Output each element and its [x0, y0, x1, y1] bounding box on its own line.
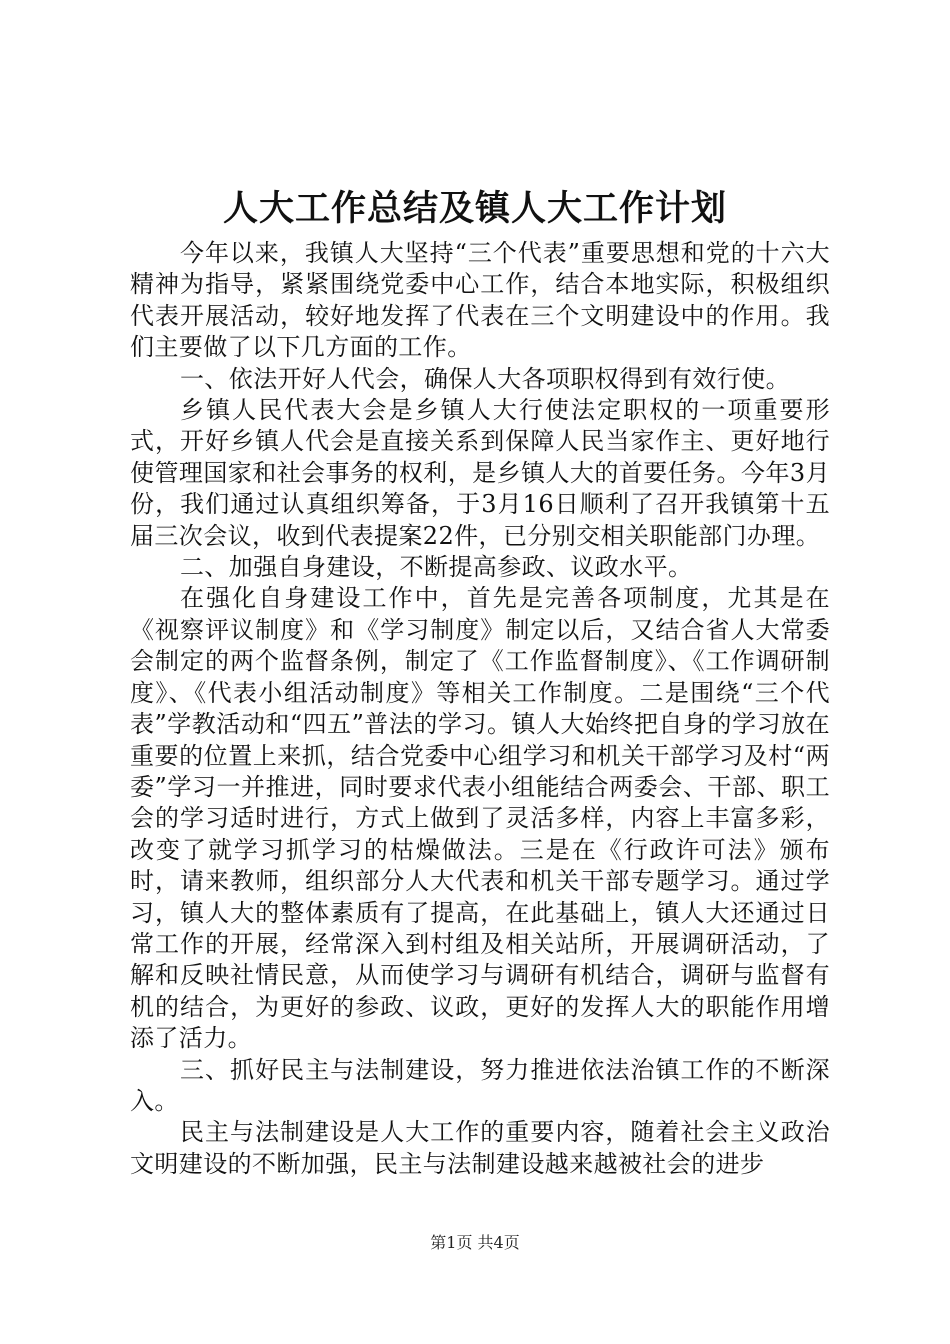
section-heading-1: 一、依法开好人代会，确保人大各项职权得到有效行使。 — [180, 364, 790, 393]
section-heading-3: 三、抓好民主与法制建设，努力推进依法治镇工作的不断深入。 — [130, 1055, 830, 1115]
paragraph-section-3: 民主与法制建设是人大工作的重要内容，随着社会主义政治文明建设的不断加强，民主与法制建设越来越被社会的进步 — [130, 1118, 830, 1178]
document-title: 人大工作总结及镇人大工作计划 — [222, 188, 727, 229]
document-body — [130, 238, 830, 1180]
page-footer: 第1页 共4页 — [430, 1233, 520, 1252]
paragraph-intro: 今年以来，我镇人大坚持“三个代表”重要思想和党的十六大精神为指导，紧紧围绕党委中心工作，结合本地实际，积极组织代表开展活动，较好地发挥了代表在三个文明建设中的作用。我们主要做了以下几方面的工作。 — [130, 239, 830, 362]
paragraph-section-2: 在强化自身建设工作中，首先是完善各项制度，尤其是在《视察评议制度》和《学习制度》制定以后，又结合省人大常委会制定的两个监督条例，制定了《工作监督制度》、《工作调研制度》、《代表小组活动制度》等相关工作制度。二是围绕“三个代表”学教活动和“四五”普法的学习。镇人大始终把自身的学习放在重要的位置上来抓，结合党委中心组学习和机关干部学习及村“两委”学习一并推进，同时要求代表小组能结合两委会、干部、职工会的学习适时进行，方式上做到了灵活多样，内容上丰富多彩，改变了就学习抓学习的枯燥做法。三是在《行政许可法》颁布时，请来教师，组织部分人大代表和机关干部专题学习。通过学习，镇人大的整体素质有了提高，在此基础上，镇人大还通过日常工作的开展，经常深入到村组及相关站所，开展调研活动，了解和反映社情民意，从而使学习与调研有机结合，调研与监督有机的结合，为更好的参政、议政，更好的发挥人大的职能作用增添了活力。 — [130, 584, 830, 1053]
paragraph-section-1: 乡镇人民代表大会是乡镇人大行使法定职权的一项重要形式，开好乡镇人代会是直接关系到保障人民当家作主、更好地行使管理国家和社会事务的权利，是乡镇人大的首要任务。今年3月份，我们通过认真组织筹备，于3月16日顺利了召开我镇第十五届三次会议，收到代表提案22件，已分别交相关职能部门办理。 — [130, 396, 830, 550]
section-heading-2: 二、加强自身建设，不断提高参政、议政水平。 — [180, 553, 693, 582]
